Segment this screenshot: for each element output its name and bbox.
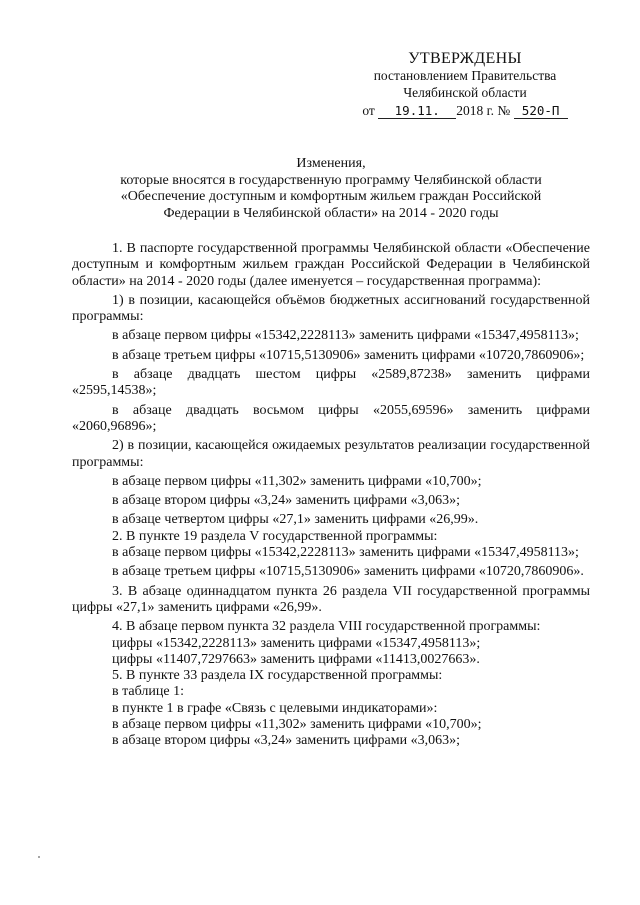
paragraph-1-2-b: в абзаце втором цифры «3,24» заменить цифрами «3,063»; [112,493,460,509]
paragraph-5-item: в пункте 1 в графе «Связь с целевыми индикаторами»: [112,700,438,716]
paragraph-2: 2. В пункте 19 раздела V государственной программы: [112,528,438,544]
paragraph-1: 1. В паспорте государственной программы Челябинской области «Обеспечение доступным и комфортным жильем граждан Российской Федерации в Челябинской области» на 2014 - 2020 годы (далее именуется – государственная программа): [72,241,590,289]
approval-date-line [350,102,580,119]
paragraph-2-b: в абзаце третьем цифры «10715,5130906» заменить цифрами «10720,7860906». [112,564,584,580]
decree-year: 2018 г. № [456,103,511,118]
title-line-4: Федерации в Челябинской области» на 2014 - 2020 годы [163,205,499,221]
paragraph-1-1-b: в абзаце третьем цифры «10715,5130906» заменить цифрами «10720,7860906»; [112,347,585,363]
approved-heading: УТВЕРЖДЕНЫ [408,50,522,67]
approval-line-2: Челябинской области [403,85,527,100]
decree-number: 520-П [514,104,568,119]
title-line-1: Изменения, [296,156,366,171]
approval-line-1: постановлением Правительства [373,68,557,83]
paragraph-1-1-a: в абзаце первом цифры «15342,2228113» заменить цифрами «15347,4958113»; [112,328,579,344]
paragraph-5: 5. В пункте 33 раздела IX государственной программы: [112,668,443,684]
paragraph-3: 3. В абзаце одиннадцатом пункта 26 раздела VII государственной программы цифры «27,1» заменить цифрами «26,99». [72,583,590,615]
paragraph-5-table: в таблице 1: [112,684,184,700]
paragraph-4-a: цифры «15342,2228113» заменить цифрами «15347,4958113»; [112,635,481,651]
paragraph-1-2: 2) в позиции, касающейся ожидаемых результатов реализации государственной программы: [72,438,590,470]
paragraph-5-b: в абзаце втором цифры «3,24» заменить цифрами «3,063»; [112,733,460,749]
document-title [72,156,590,222]
paragraph-4-b: цифры «11407,7297663» заменить цифрами «11413,0027663». [112,651,480,667]
paragraph-1-1-c: в абзаце двадцать шестом цифры «2589,87238» заменить цифрами «2595,14538»; [72,367,590,399]
paragraph-1-2-a: в абзаце первом цифры «11,302» заменить цифрами «10,700»; [112,473,482,489]
decree-date: 19.11. [378,104,456,119]
paragraph-1-2-c: в абзаце четвертом цифры «27,1» заменить цифрами «26,99». [112,512,479,528]
paragraph-4: 4. В абзаце первом пункта 32 раздела VIII государственной программы: [112,619,541,635]
document-body [72,241,590,750]
scan-speck [38,856,40,858]
paragraph-2-a: в абзаце первом цифры «15342,2228113» заменить цифрами «15347,4958113»; [112,545,579,561]
date-prefix: от [362,103,375,118]
title-line-2: которые вносятся в государственную программу Челябинской области [120,172,542,188]
paragraph-1-1: 1) в позиции, касающейся объёмов бюджетных ассигнований государственной программы: [72,292,590,325]
paragraph-5-a: в абзаце первом цифры «11,302» заменить цифрами «10,700»; [112,717,482,733]
paragraph-1-1-d: в абзаце двадцать восьмом цифры «2055,69596» заменить цифрами «2060,96896»; [72,402,590,434]
title-line-3: «Обеспечение доступным и комфортным жильем граждан Российской [120,189,542,204]
approval-stamp [350,50,580,119]
